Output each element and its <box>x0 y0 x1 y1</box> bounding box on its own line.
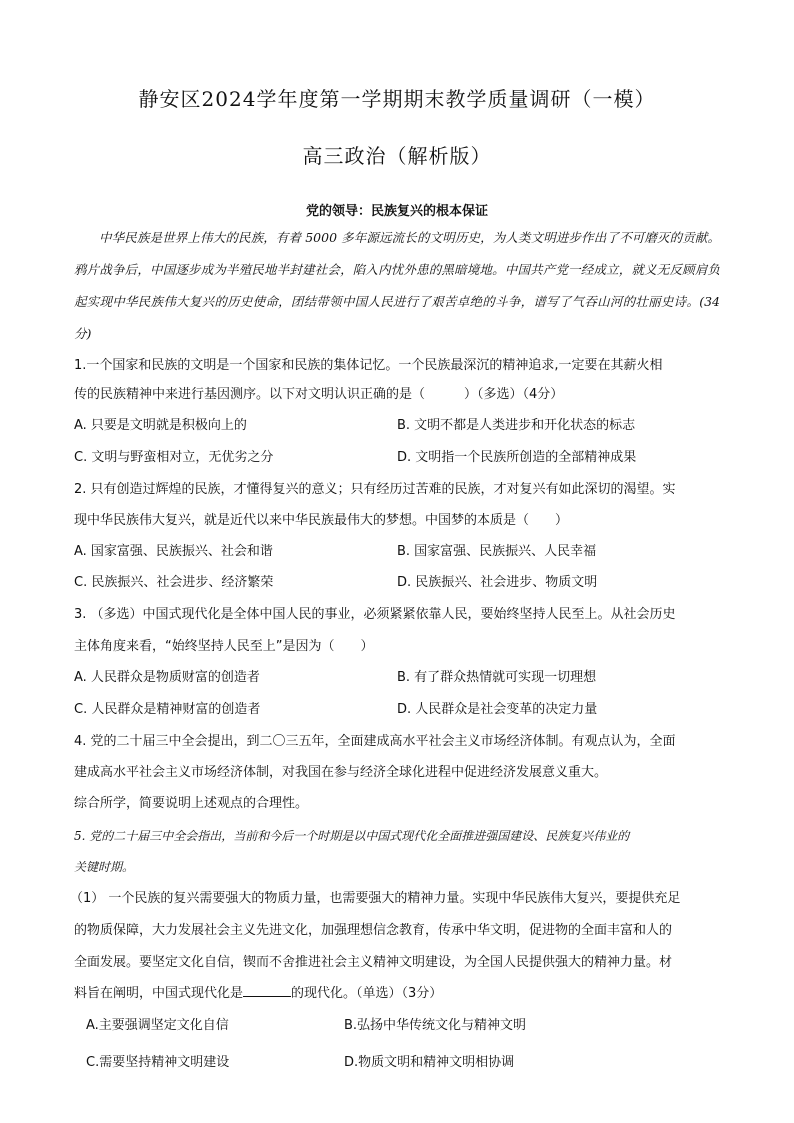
q2-stem-line1: 2. 只有创造过辉煌的民族，才懂得复兴的意义；只有经历过苦难的民族，才对复兴有如此深切的渴望。实 <box>74 482 676 497</box>
q1-option-d: D. 文明指一个民族所创造的全部精神成果 <box>397 450 637 465</box>
section-intro: 中华民族是世界上伟大的民族，有着 5000 多年源远流长的文明历史，为人类文明进步作出了不可磨灭的贡献。鸦片战争后，中国逐步成为半殖民地半封建社会，陷入内忧外患的黑暗境地。中国共产党一经成立，就义无反顾肩负起实现中华民族伟大复兴的历史使命，团结带领中国人民进行了艰苦卓绝的斗争，谱写了气吞山河的壮丽史诗。(34分) <box>74 230 720 341</box>
q3-option-d: D. 人民群众是社会变革的决定力量 <box>397 702 598 717</box>
q5-option-a: A.主要强调坚定文化自信 <box>86 1018 229 1033</box>
q5-sub1-line1: （1） 一个民族的复兴需要强大的物质力量，也需要强大的精神力量。实现中华民族伟大复兴，要提供充足 <box>70 891 681 906</box>
q3-option-b: B. 有了群众热情就可实现一切理想 <box>397 670 597 685</box>
q1-option-a: A. 只要是文明就是积极向上的 <box>74 418 247 433</box>
q3-option-c: C. 人民群众是精神财富的创造者 <box>74 702 261 717</box>
q5-stem-line2: 关键时期。 <box>74 860 135 874</box>
q3-option-a: A. 人民群众是物质财富的创造者 <box>74 670 260 685</box>
q5-option-c: C.需要坚持精神文明建设 <box>86 1055 230 1070</box>
q5-option-b: B.弘扬中华传统文化与精神文明 <box>344 1018 527 1033</box>
q5-sub1-line4 <box>74 984 724 1004</box>
q5-sub1-line2: 的物质保障，大力发展社会主义先进文化，加强理想信念教育，传承中华文明，促进物的全面丰富和人的 <box>74 923 673 938</box>
q5-option-d: D.物质文明和精神文明相协调 <box>344 1055 515 1070</box>
q2-option-d: D. 民族振兴、社会进步、物质文明 <box>397 575 598 590</box>
q2-option-b: B. 国家富强、民族振兴、人民幸福 <box>397 544 597 559</box>
q2-stem-line2: 现中华民族伟大复兴，就是近代以来中华民族最伟大的梦想。中国梦的本质是（ ） <box>74 513 569 528</box>
q3-stem-line2: 主体角度来看，“始终坚持人民至上”是因为（ ） <box>74 639 374 654</box>
q1-stem-line2: 传的民族精神中来进行基因测序。以下对文明认识正确的是（ ）（多选）（4分） <box>74 387 564 402</box>
q1-option-b: B. 文明不都是人类进步和开化状态的标志 <box>397 418 636 433</box>
q5-sub1-line3: 全面发展。要坚定文化自信，锲而不舍推进社会主义精神文明建设，为全国人民提供强大的精神力量。材 <box>74 955 673 970</box>
section-title: 党的领导：民族复兴的根本保证 <box>305 204 488 219</box>
q4-stem-line1: 4. 党的二十届三中全会提出，到二〇三五年，全面建成高水平社会主义市场经济体制。有观点认为，全面 <box>74 734 676 749</box>
q5-sub1-line4-pre: 料旨在阐明，中国式现代化是 <box>74 986 244 1001</box>
answer-blank <box>243 984 291 997</box>
q1-stem-line1: 1.一个国家和民族的文明是一个国家和民族的集体记忆。一个民族最深沉的精神追求,一定要在其薪火相 <box>74 358 663 373</box>
q4-stem-line2: 建成高水平社会主义市场经济体制，对我国在参与经济全球化进程中促进经济发展意义重大。 <box>74 765 608 780</box>
q2-option-c: C. 民族振兴、社会进步、经济繁荣 <box>74 575 274 590</box>
document-title: 静安区2024学年度第一学期期末教学质量调研（一模） <box>138 87 656 111</box>
q5-sub1-line4-post: 的现代化。（单选）（3分） <box>291 986 443 1001</box>
q5-stem-line1: 5. 党的二十届三中全会指出，当前和今后一个时期是以中国式现代化全面推进强国建设、民族复兴伟业的 <box>74 829 630 843</box>
q4-stem-line3: 综合所学，简要说明上述观点的合理性。 <box>74 796 309 811</box>
document-subtitle: 高三政治（解析版） <box>302 144 492 168</box>
q3-stem-line1: 3. （多选）中国式现代化是全体中国人民的事业，必须紧紧依靠人民，要始终坚持人民至上。从社会历史 <box>74 607 676 622</box>
q1-option-c: C. 文明与野蛮相对立，无优劣之分 <box>74 450 274 465</box>
q2-option-a: A. 国家富强、民族振兴、社会和谐 <box>74 544 273 559</box>
